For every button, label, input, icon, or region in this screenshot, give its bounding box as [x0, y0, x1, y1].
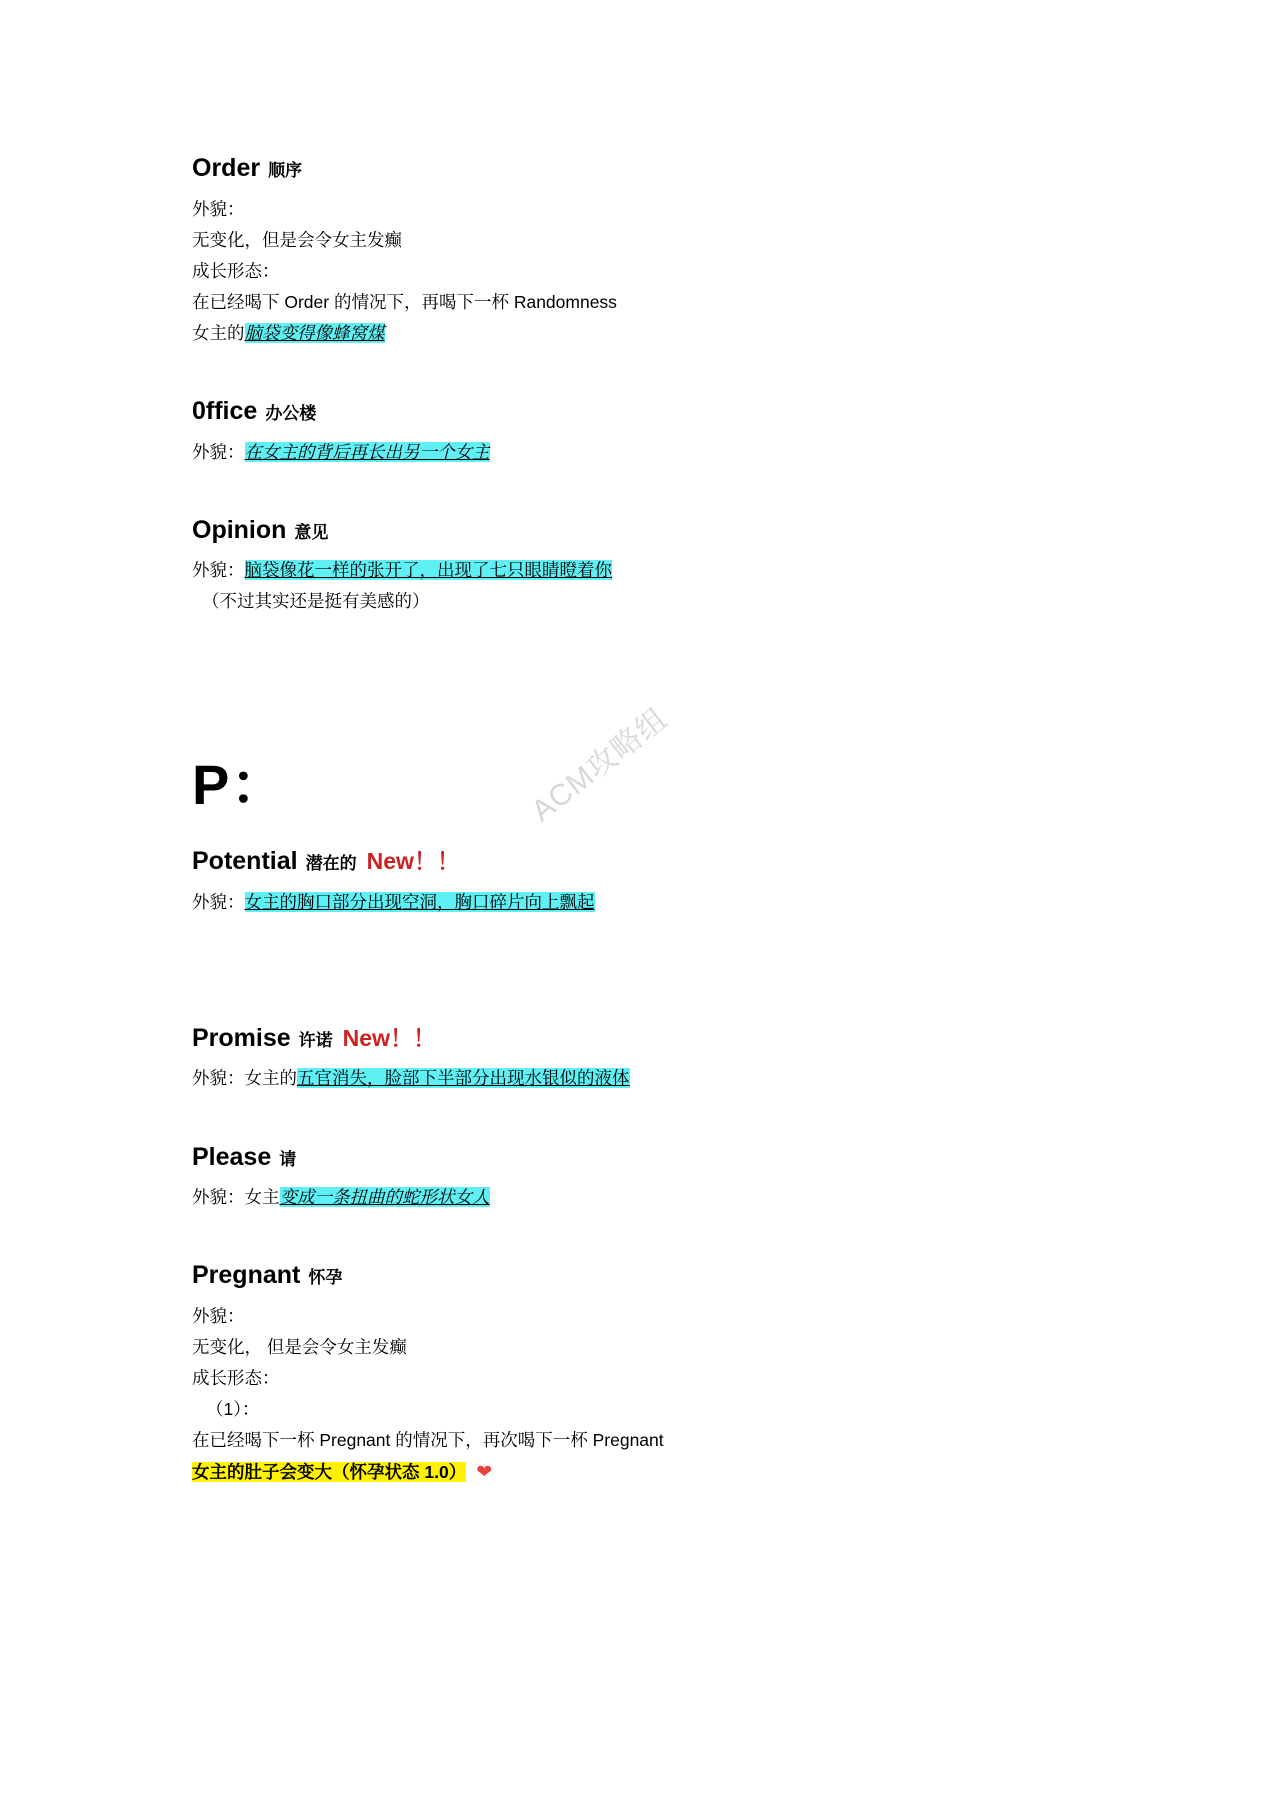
entry-office-line-1-highlight: 在女主的背后再长出另一个女主: [244, 441, 490, 462]
entry-pregnant-line-5: 在已经喝下一杯 Pregnant 的情况下，再次喝下一杯 Pregnant: [192, 1430, 664, 1451]
entry-pregnant-line-2: 无变化， 但是会令女主发癫: [192, 1336, 407, 1357]
entry-promise-line-1-label: 外貌：: [192, 1068, 245, 1089]
entry-opinion-line-1: [192, 555, 1012, 586]
entry-please-title-cn: 请: [279, 1149, 297, 1169]
entry-order-heading: [192, 150, 1012, 188]
entry-office: [192, 393, 1012, 468]
entry-potential-title-en: Potential: [192, 847, 298, 876]
entry-office-line-1: [192, 437, 1012, 468]
entry-order-line-5: [192, 318, 1012, 349]
section-letter-p: P：: [192, 752, 288, 816]
entry-opinion-title-cn: 意见: [294, 522, 329, 542]
entry-potential-line-1-label: 外貌：: [192, 891, 245, 912]
entry-opinion: [192, 512, 1012, 618]
entry-promise-heading: [192, 1020, 1012, 1058]
entry-potential-title-cn: 潜在的: [305, 854, 357, 874]
entry-pregnant-heading: [192, 1257, 1012, 1295]
entry-potential-line-1: [192, 887, 1012, 918]
entry-please-line-1-highlight: 变成一条扭曲的蛇形状女人: [279, 1187, 490, 1207]
entry-pregnant-title-en: Pregnant: [192, 1261, 301, 1290]
entry-pregnant-line-1: 外貌：: [192, 1305, 245, 1326]
entry-opinion-line-1-label: 外貌：: [192, 560, 245, 581]
document-content: [192, 150, 1012, 1500]
entry-pregnant-title-cn: 怀孕: [308, 1268, 343, 1288]
entry-opinion-line-1-highlight: 脑袋像花一样的张开了，出现了七只眼睛瞪着你: [244, 560, 612, 581]
entry-office-title-en: 0ffice: [192, 397, 258, 426]
entry-order-line-5-prefix: 女主的: [192, 323, 245, 344]
entry-promise-line-1: [192, 1063, 1012, 1094]
entry-please-heading: [192, 1139, 1012, 1177]
entry-potential-heading: [192, 843, 1012, 881]
entry-order-line-3: 成长形态：: [192, 260, 280, 281]
entry-pregnant-line-3: 成长形态：: [192, 1367, 280, 1388]
entry-order-title-en: Order: [192, 154, 261, 182]
entry-please: [192, 1139, 1012, 1214]
entry-potential-line-1-highlight: 女主的胸口部分出现空洞，胸口碎片向上飘起: [244, 891, 595, 912]
entry-order-line-2: 无变化，但是会令女主发癫: [192, 229, 402, 250]
entry-promise-line-1-highlight: 五官消失，脸部下半部分出现水银似的液体: [297, 1068, 630, 1089]
entry-office-heading: [192, 393, 1012, 431]
entry-potential-new-badge: New！！: [366, 848, 460, 875]
entry-pregnant-line-6-highlight: 女主的肚子会变大（怀孕状态 1.0）: [192, 1462, 467, 1483]
entry-promise-title-en: Promise: [192, 1023, 291, 1052]
entry-please-line-1: [192, 1182, 1012, 1213]
entry-order-line-4: 在已经喝下 Order 的情况下，再喝下一杯 Randomness: [192, 291, 617, 312]
watermark: ACM攻略组: [525, 701, 675, 829]
entry-opinion-title-en: Opinion: [192, 515, 287, 544]
entry-office-title-cn: 办公楼: [265, 404, 317, 424]
entry-pregnant-line-4: （1）：: [206, 1399, 260, 1420]
entry-pregnant-line-6: [192, 1456, 1012, 1490]
entry-pregnant: [192, 1257, 1012, 1490]
entry-order: [192, 150, 1012, 349]
entry-opinion-heading: [192, 512, 1012, 550]
entry-promise-line-1-prefix: 女主的: [244, 1068, 297, 1089]
entry-order-title-cn: 顺序: [268, 161, 303, 180]
entry-order-line-5-highlight: 脑袋变得像蜂窝煤: [244, 323, 385, 344]
entry-promise-new-badge: New！！: [342, 1024, 436, 1051]
entry-please-title-en: Please: [192, 1142, 272, 1171]
entry-promise-title-cn: 许诺: [298, 1030, 333, 1050]
entry-promise: [192, 1020, 1012, 1095]
entry-please-line-1-label: 外貌：: [192, 1187, 245, 1207]
entry-please-line-1-prefix: 女主: [244, 1187, 280, 1207]
entry-order-line-1: 外貌：: [192, 198, 245, 219]
entry-potential: [192, 843, 1012, 918]
entry-office-line-1-label: 外貌：: [192, 441, 245, 462]
heart-icon: ❤: [476, 1462, 493, 1484]
entry-opinion-line-2: （不过其实还是挺有美感的）: [202, 591, 430, 612]
